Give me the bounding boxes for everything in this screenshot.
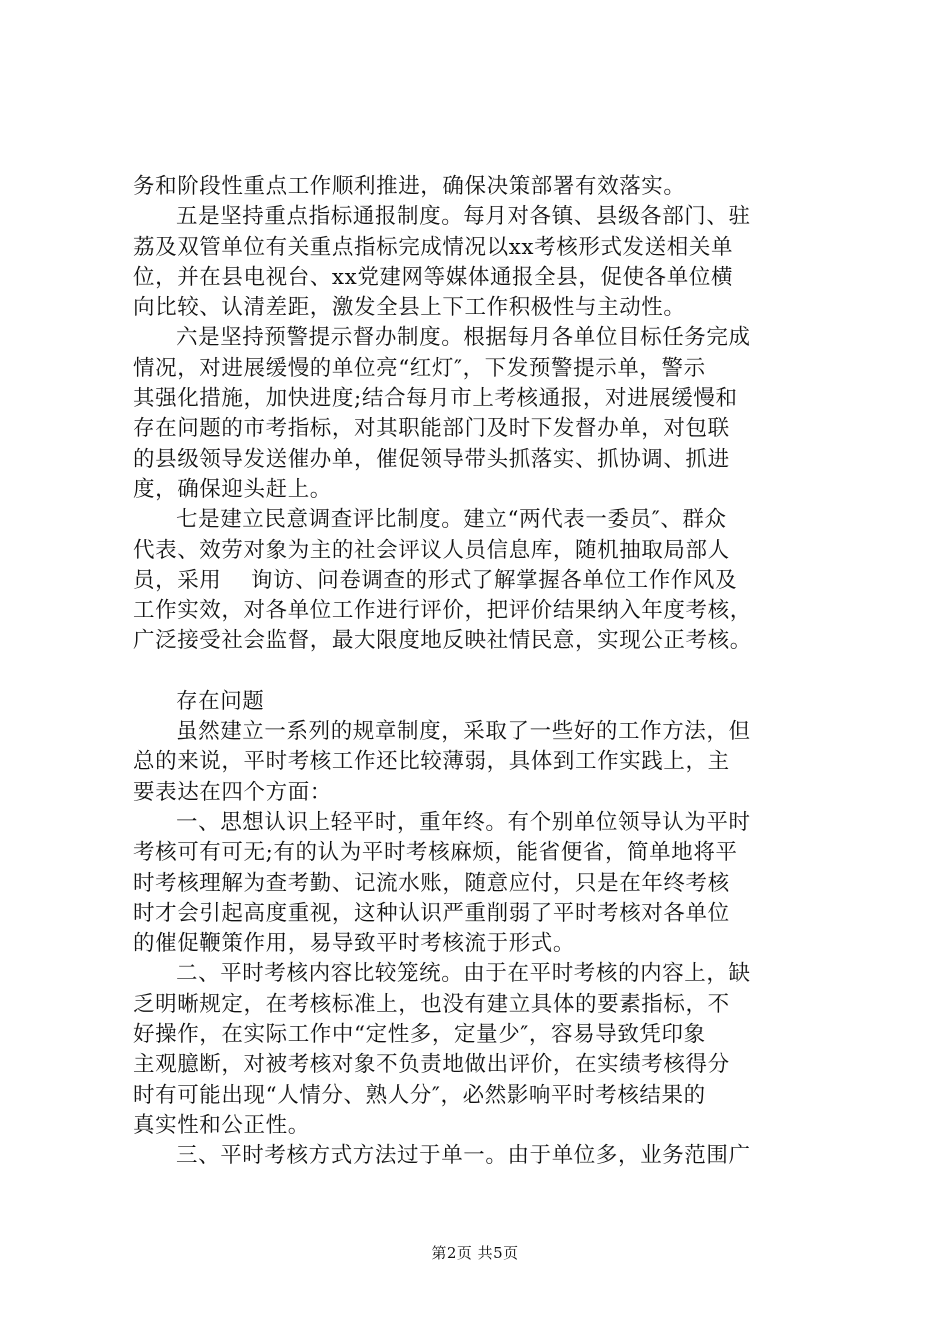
text-line: 考核可有可无;有的认为平时考核麻烦，能省便省，简单地将平	[133, 840, 738, 866]
text-line: 的县级领导发送催办单，催促领导带头抓落实、抓协调、抓进	[133, 446, 730, 472]
text-line: 一、思想认识上轻平时，重年终。有个别单位领导认为平时	[176, 809, 751, 835]
text-line: 二、平时考核内容比较笼统。由于在平时考核的内容上，缺	[176, 961, 751, 987]
text-line: 好操作，在实际工作中“定性多，定量少″，容易导致凭印象	[133, 1022, 706, 1048]
text-line: 六是坚持预警提示督办制度。根据每月各单位目标任务完成	[176, 325, 751, 351]
text-line: 荔及双管单位有关重点指标完成情况以xx考核形式发送相关单	[133, 234, 734, 260]
page-footer: 第2页 共5页	[431, 1244, 519, 1262]
text-line: 三、平时考核方式方法过于单一。由于单位多，业务范围广	[176, 1143, 751, 1169]
text-line: 向比较、认清差距，激发全县上下工作积极性与主动性。	[133, 295, 686, 321]
text-line: 务和阶段性重点工作顺利推进，确保决策部署有效落实。	[133, 174, 686, 199]
text-line: 要表达在四个方面：	[133, 779, 332, 805]
text-line: 乏明晰规定，在考核标准上，也没有建立具体的要素指标，不	[133, 991, 730, 1017]
text-line: 情况，对进展缓慢的单位亮“红灯″，下发预警提示单，警示	[133, 355, 706, 381]
paragraph-gap	[133, 657, 853, 687]
text-line: 代表、效劳对象为主的社会评议人员信息库，随机抽取局部人	[133, 537, 730, 563]
text-line: 广泛接受社会监督，最大限度地反映社情民意，实现公正考核。	[133, 628, 752, 654]
text-line: 时才会引起高度重视，这种认识严重削弱了平时考核对各单位	[133, 900, 730, 926]
text-line: 位，并在县电视台、xx党建网等媒体通报全县，促使各单位横	[133, 264, 734, 290]
text-line: 总的来说，平时考核工作还比较薄弱，具体到工作实践上，主	[133, 749, 730, 775]
text-line: 度，确保迎头赶上。	[133, 476, 332, 502]
text-line: 员，采用 询访、问卷调查的形式了解掌握各单位工作作风及	[133, 567, 738, 593]
text-line: 存在问题的市考指标，对其职能部门及时下发督办单，对包联	[133, 416, 730, 442]
text-line: 时有可能出现“人情分、熟人分″，必然影响平时考核结果的	[133, 1082, 706, 1108]
text-line: 时考核理解为查考勤、记流水账，随意应付，只是在年终考核	[133, 870, 730, 896]
text-line: 虽然建立一系列的规章制度，采取了一些好的工作方法，但	[176, 719, 751, 745]
text-line: 七是建立民意调查评比制度。建立“两代表一委员″、群众	[176, 507, 727, 533]
text-line: 真实性和公正性。	[133, 1112, 310, 1138]
text-line: 五是坚持重点指标通报制度。每月对各镇、县级各部门、驻	[176, 204, 751, 230]
body-text	[133, 172, 853, 1172]
text-line: 主观臆断，对被考核对象不负责地做出评价，在实绩考核得分	[133, 1052, 730, 1078]
text-line: 的催促鞭策作用，易导致平时考核流于形式。	[133, 931, 576, 957]
section-heading: 存在问题	[176, 688, 265, 714]
text-line: 其强化措施，加快进度;结合每月市上考核通报，对进展缓慢和	[133, 386, 738, 412]
text-line: 工作实效，对各单位工作进行评价，把评价结果纳入年度考核，	[133, 598, 752, 624]
